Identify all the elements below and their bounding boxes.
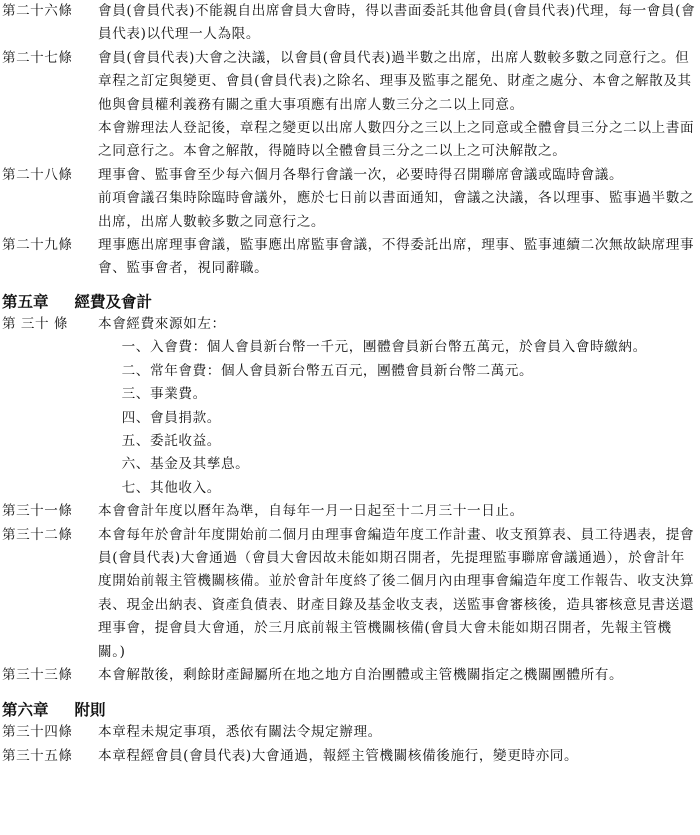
list-item-text: 委託收益。 (150, 432, 221, 449)
article-28 (2, 164, 696, 234)
article-number: 第二十八條 (2, 166, 73, 183)
article-number: 第三十五條 (2, 747, 73, 764)
list-item-number: 四、 (121, 409, 150, 426)
article-paragraph: 理事應出席理事會議，監事應出席監事會議，不得委託出席，理事、監事連續二次無故缺席理事會、監事會者，視同辭職。 (98, 237, 695, 277)
article-33 (2, 664, 696, 687)
list-item-text: 其他收入。 (150, 479, 221, 496)
chapter-number: 第六章 (2, 701, 49, 720)
chapter-title: 經費及會計 (74, 292, 153, 311)
article-body (98, 745, 696, 768)
list-item-number: 一、 (121, 339, 150, 356)
article-body (98, 524, 696, 664)
article-number: 第 三十 條 (2, 315, 69, 332)
article-number: 第三十三條 (2, 666, 73, 683)
article-29 (2, 234, 696, 281)
article-paragraph: 會員(會員代表)大會之決議，以會員(會員代表)過半數之出席，出席人數較多數之同意行之。但章程之訂定與變更、會員(會員代表)之除名、理事及監事之罷免、財產之處分、本會之解散及其他與會員權利義務有關之重大事項應有出席人數三分之二以上同意。 (98, 49, 692, 113)
list-item (98, 453, 696, 476)
article-paragraph: 前項會議召集時除臨時會議外，應於七日前以書面通知，會議之決議，各以理事、監事過半數之出席，出席人數較多數之同意行之。 (98, 190, 695, 230)
article-number: 第三十四條 (2, 724, 73, 741)
article-body (98, 0, 696, 47)
article-number: 第三十二條 (2, 526, 73, 543)
list-item (98, 383, 696, 406)
article-number: 第二十六條 (2, 3, 73, 19)
funding-source-list (98, 336, 696, 500)
list-item-number: 三、 (121, 386, 150, 403)
list-item-text: 基金及其孳息。 (150, 456, 250, 473)
chapter-heading (2, 291, 696, 313)
article-paragraph: 理事會、監事會至少每六個月各舉行會議一次，必要時得召開聯席會議或臨時會議。 (98, 166, 624, 183)
list-item (98, 407, 696, 430)
list-item-text: 事業費。 (150, 386, 207, 403)
list-item-text: 會員捐款。 (150, 409, 221, 426)
article-number: 第三十一條 (2, 503, 73, 520)
article-body (98, 164, 696, 234)
article-35 (2, 745, 696, 768)
article-number: 第二十七條 (2, 49, 73, 66)
article-body (98, 47, 696, 164)
article-paragraph: 本會會計年度以曆年為準，自每年一月一日起至十二月三十一日止。 (98, 503, 524, 520)
article-paragraph: 本會每年於會計年度開始前二個月由理事會編造年度工作計畫、收支預算表、員工待遇表，提會員(會員代表)大會通過（會員大會因故未能如期召開者，先提理監事聯席會議通過），於會計年度開始前報主管機關核備。並於會計年度終了後二個月內由理事會編造年度工作報告、收支決算表、現金出納表、資產負債表、財產目錄及基金收支表，送監事會審核後，造具審核意見書送還理事會，提會員大會通，於三月底前報主管機關核備(會員大會未能如期召開者，先報主管機關。) (98, 526, 695, 660)
list-item (98, 360, 696, 383)
list-item (98, 336, 696, 359)
list-item-number: 六、 (121, 456, 150, 473)
article-paragraph: 本章程未規定事項，悉依有關法令規定辦理。 (98, 724, 382, 741)
list-item-number: 五、 (121, 432, 150, 449)
chapter-heading (2, 699, 696, 721)
article-body (98, 500, 696, 523)
article-number: 第二十九條 (2, 237, 73, 254)
chapter-number: 第五章 (2, 292, 49, 311)
article-paragraph: 本會辦理法人登記後，章程之變更以出席人數四分之三以上之同意或全體會員三分之二以上書面之同意行之。本會之解散，得隨時以全體會員三分之二以上之可決解散之。 (98, 120, 695, 160)
list-item-number: 二、 (121, 362, 150, 379)
article-34 (2, 721, 696, 744)
article-body (98, 721, 696, 744)
article-31 (2, 500, 696, 523)
article-paragraph: 本章程經會員(會員代表)大會通過，報經主管機關核備後施行，變更時亦同。 (98, 747, 579, 764)
chapter-title: 附則 (74, 701, 106, 720)
article-30 (2, 313, 696, 500)
article-32 (2, 524, 696, 664)
article-body (98, 664, 696, 687)
list-item (98, 477, 696, 500)
article-body (98, 234, 696, 281)
list-item (98, 430, 696, 453)
article-paragraph: 本會解散後，剩餘財產歸屬所在地之地方自治團體或主管機關指定之機關團體所有。 (98, 666, 624, 683)
list-item-number: 七、 (121, 479, 150, 496)
article-paragraph: 本會經費來源如左： (98, 315, 226, 332)
article-body (98, 313, 696, 500)
list-item-text: 入會費：個人會員新台幣一千元，團體會員新台幣五萬元，於會員入會時繳納。 (150, 339, 647, 356)
article-27 (2, 47, 696, 164)
list-item-text: 常年會費：個人會員新台幣五百元，團體會員新台幣二萬元。 (150, 362, 534, 379)
article-paragraph: 會員(會員代表)不能親自出席會員大會時，得以書面委託其他會員(會員代表)代理，每一會員(會員代表)以代理一人為限。 (98, 3, 696, 43)
article-26 (2, 0, 696, 47)
